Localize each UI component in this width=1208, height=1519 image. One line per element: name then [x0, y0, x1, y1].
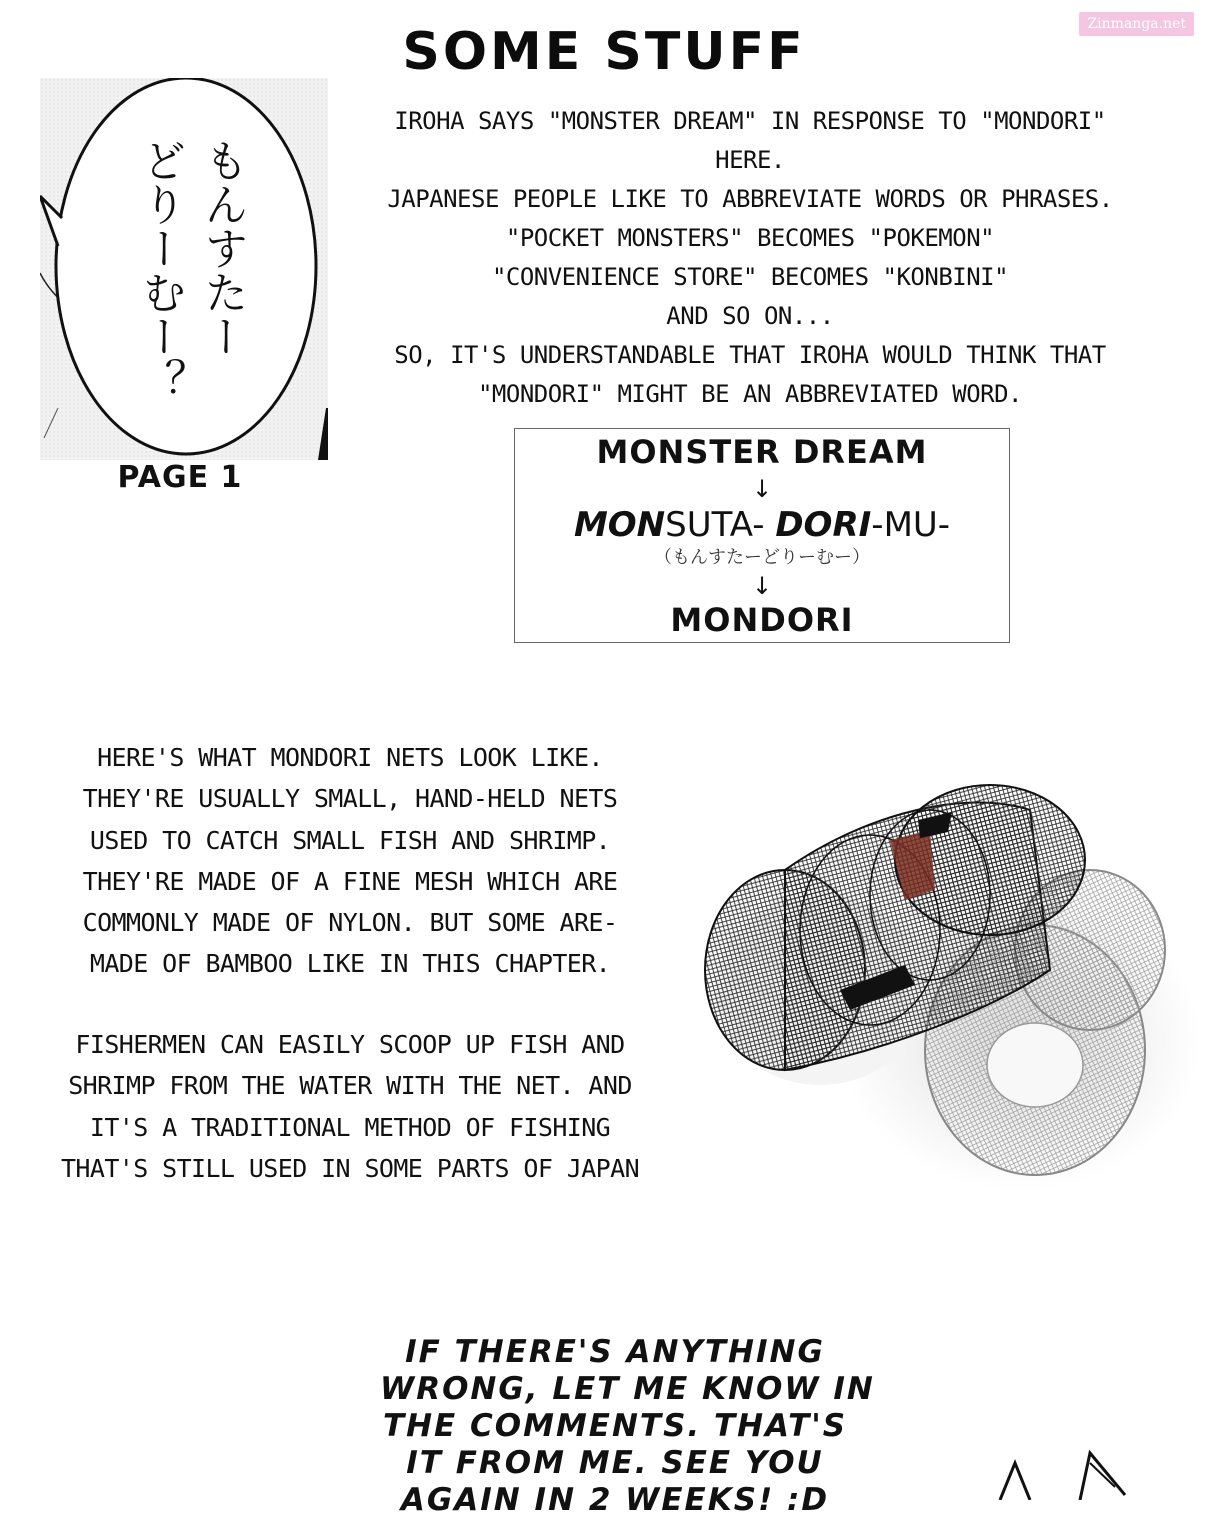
text-line: IT'S A TRADITIONAL METHOD OF FISHING: [89, 1112, 611, 1142]
closing-message: [380, 1334, 875, 1519]
explanation-line: AND SO ON...: [666, 302, 834, 330]
closing-line: WRONG, LET ME KNOW IN: [380, 1371, 875, 1407]
closing-line: THE COMMENTS. THAT'S: [382, 1408, 848, 1444]
romaji-part-mon: MON: [573, 505, 666, 545]
text-line: THAT'S STILL USED IN SOME PARTS OF JAPAN: [60, 1153, 640, 1183]
text-line: COMMONLY MADE OF NYLON. BUT SOME ARE-: [82, 908, 618, 938]
text-line: HERE'S WHAT MONDORI NETS LOOK LIKE.: [97, 743, 603, 772]
abbreviation-diagram: [514, 428, 1010, 643]
romaji-part-suta: SUTA-: [665, 505, 776, 545]
panel-caption: PAGE 1: [117, 460, 243, 495]
text-line: THEY'RE USUALLY SMALL, HAND-HELD NETS: [82, 784, 618, 814]
explanation-line: HERE.: [715, 146, 785, 174]
diagram-abbreviation: MONDORI: [670, 601, 854, 639]
closing-line: IF THERE'S ANYTHING: [405, 1334, 825, 1370]
diagram-full-phrase: MONSTER DREAM: [596, 433, 928, 471]
romaji-part-mu: -MU-: [871, 505, 951, 545]
closing-line: IT FROM ME. SEE YOU: [406, 1445, 824, 1481]
page-title: SOME STUFF: [402, 22, 806, 82]
closing-line: AGAIN IN 2 WEEKS! :D: [400, 1482, 830, 1518]
explanation-line: JAPANESE PEOPLE LIKE TO ABBREVIATE WORDS OR PHRASES.: [387, 185, 1113, 213]
explanation-line: SO, IT'S UNDERSTANDABLE THAT IROHA WOULD THINK THAT: [394, 341, 1106, 369]
ears-doodle: [985, 1445, 1145, 1500]
mondori-nets-photo: [690, 720, 1200, 1200]
explanation-line: "MONDORI" MIGHT BE AN ABBREVIATED WORD.: [477, 380, 1023, 408]
down-arrow-icon: ↓: [751, 572, 773, 600]
manga-panel: [40, 78, 328, 460]
watermark-badge: Zinmanga.net: [1079, 12, 1194, 36]
diagram-romaji: [515, 505, 1009, 545]
text-line: SHRIMP FROM THE WATER WITH THE NET. AND: [68, 1071, 632, 1101]
explanation-line: "CONVENIENCE STORE" BECOMES "KONBINI": [491, 263, 1009, 291]
speech-bubble-illustration: [40, 78, 328, 460]
bubble-text-col1: もんすたー: [196, 138, 248, 358]
explanation-text: [340, 102, 1160, 414]
text-line: FISHERMEN CAN EASILY SCOOP UP FISH AND: [75, 1030, 625, 1059]
nets-description: [40, 737, 660, 985]
text-line: MADE OF BAMBOO LIKE IN THIS CHAPTER.: [89, 949, 611, 979]
fishing-description: [40, 1024, 660, 1189]
explanation-line: "POCKET MONSTERS" BECOMES "POKEMON": [505, 224, 995, 252]
romaji-part-dori: DORI: [775, 505, 872, 545]
down-arrow-icon: ↓: [751, 475, 773, 503]
diagram-kana: （もんすたーどりーむー）: [654, 547, 870, 568]
text-line: USED TO CATCH SMALL FISH AND SHRIMP.: [89, 825, 611, 855]
text-line: THEY'RE MADE OF A FINE MESH WHICH ARE: [82, 866, 618, 896]
bubble-text-col2: どりーむー？: [134, 138, 186, 402]
explanation-line: IROHA SAYS "MONSTER DREAM" IN RESPONSE TO "MONDORI": [394, 107, 1106, 135]
